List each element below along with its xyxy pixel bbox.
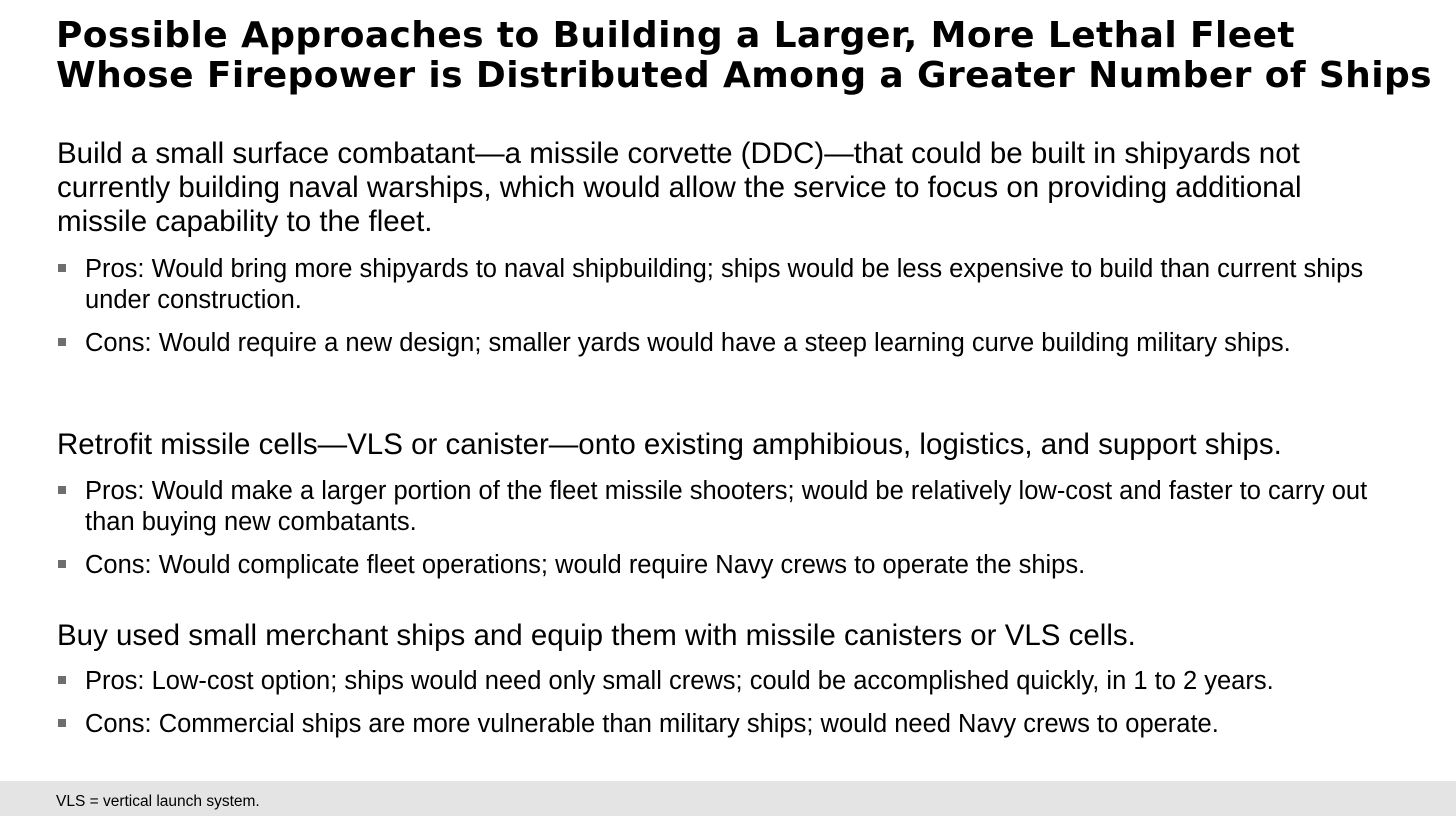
approach-1-heading: Build a small surface combatant—a missile corvette (DDC)—that could be built in shipyards not currently building naval warships, which would allow the service to focus on providing additional missile capability to the fleet. [57, 137, 1302, 238]
approach-2-heading: Retrofit missile cells—VLS or canister—onto existing amphibious, logistics, and support ships. [57, 428, 1282, 461]
bullet-square-icon [58, 560, 66, 568]
footer-band [0, 781, 1456, 816]
footnote: VLS = vertical launch system. [56, 793, 260, 810]
slide-title-line-2: Whose Firepower is Distributed Among a Greater Number of Ships [56, 55, 1432, 96]
slide-title-line-1: Possible Approaches to Building a Larger, More Lethal Fleet [56, 15, 1296, 56]
approach-2-pros-text: Pros: Would make a larger portion of the fleet missile shooters; would be relatively low-cost and faster to carry out than buying new combatants. [85, 477, 1368, 536]
approach-2-cons-text: Cons: Would complicate fleet operations; would require Navy crews to operate the ships. [85, 551, 1086, 579]
approach-3-pros [57, 666, 1285, 697]
approach-3-cons-text: Cons: Commercial ships are more vulnerable than military ships; would need Navy crews to operate. [85, 710, 1219, 738]
bullet-square-icon [58, 719, 66, 727]
approach-1-cons [57, 328, 1397, 359]
approach-3-cons [57, 709, 1397, 740]
approach-1-bullets [57, 254, 1397, 359]
approach-3-pros-text: Pros: Low-cost option; ships would need only small crews; could be accomplished quickly, in 1 to 2 years. [85, 667, 1274, 695]
slide-title [56, 16, 1456, 96]
approach-1-pros-text: Pros: Would bring more shipyards to naval shipbuilding; ships would be less expensive to build than current ships under construction. [85, 255, 1364, 314]
approach-3-heading: Buy used small merchant ships and equip them with missile canisters or VLS cells. [57, 619, 1136, 652]
bullet-square-icon [58, 338, 66, 346]
approach-2-bullets [57, 476, 1397, 581]
approach-3-bullets [57, 666, 1397, 740]
approach-2-pros [57, 476, 1397, 538]
bullet-square-icon [58, 676, 66, 684]
approach-2-cons [57, 550, 1397, 581]
approach-1-pros [57, 254, 1397, 316]
bullet-square-icon [58, 486, 66, 494]
bullet-square-icon [58, 264, 66, 272]
approach-1-cons-text: Cons: Would require a new design; smaller yards would have a steep learning curve building military ships. [85, 329, 1291, 357]
